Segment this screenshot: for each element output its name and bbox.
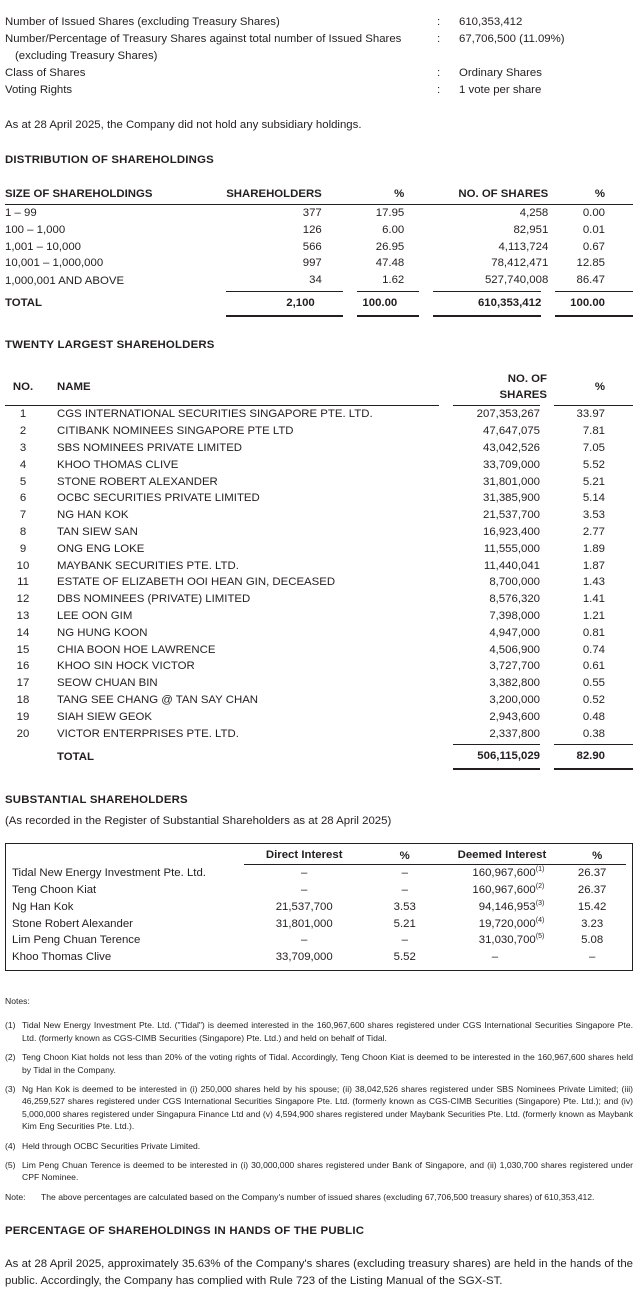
table-row (12, 932, 626, 949)
table-cell: SIAH SIEW GEOK (57, 710, 152, 723)
table-row (5, 490, 633, 507)
table-cell: NG HUNG KOON (57, 626, 148, 639)
table-cell: 15 (16, 643, 30, 656)
table-row (5, 474, 633, 491)
table-total-cell (548, 292, 633, 316)
table-cell: 8,700,000 (446, 574, 547, 591)
deemed-percent: 5.08 (581, 934, 604, 947)
table-row (5, 675, 633, 692)
table-total-row (5, 745, 633, 769)
deemed-percent: 26.37 (577, 867, 607, 880)
info-label-continued: (excluding Treasury Shares) (15, 50, 158, 62)
table-row (12, 916, 626, 933)
info-colon: : (437, 16, 441, 28)
table-cell: 7.81 (547, 423, 633, 440)
table-cell: 3 (19, 441, 27, 454)
table-cell: 43,042,526 (446, 440, 547, 457)
table-cell: 10 (16, 559, 30, 572)
table-cell: 1.41 (547, 591, 633, 608)
blank-header (12, 848, 244, 865)
table-cell: 377 (302, 207, 322, 220)
table-cell: 1.43 (547, 574, 633, 591)
table-cell: 3,382,800 (446, 675, 547, 692)
table-cell: ESTATE OF ELIZABETH OOI HEAN GIN, DECEASED (57, 576, 336, 589)
notes-section (5, 995, 633, 1203)
note-item (5, 1140, 633, 1152)
column-header: NO. OF SHARES (446, 371, 547, 406)
table-row (5, 625, 633, 642)
direct-interest: – (301, 883, 308, 896)
table-cell: 100 – 1,000 (5, 223, 66, 236)
table-row (5, 457, 633, 474)
substantial-subheading: (As recorded in the Register of Substantial Shareholders as at 28 April 2025) (5, 814, 392, 827)
table-cell: 9 (19, 542, 27, 555)
table-cell: 21,537,700 (446, 507, 547, 524)
table-row (5, 423, 633, 440)
direct-percent: 5.52 (393, 951, 416, 964)
direct-percent: – (401, 934, 408, 947)
column-header: SHAREHOLDERS (226, 186, 350, 205)
info-value: Ordinary Shares (459, 67, 542, 79)
deemed-percent: 26.37 (577, 883, 607, 896)
table-header-row (5, 371, 633, 406)
table-cell: 4,113,724 (498, 240, 549, 253)
table-row (5, 642, 633, 659)
note-text: Held through OCBC Securities Private Limited. (22, 1140, 201, 1151)
table-cell: MAYBANK SECURITIES PTE. LTD. (57, 559, 239, 572)
table-row (5, 558, 633, 575)
column-header: % (350, 186, 426, 205)
table-cell: 4,506,900 (446, 642, 547, 659)
table-cell: 11 (17, 576, 29, 589)
table-cell: STONE ROBERT ALEXANDER (57, 475, 218, 488)
table-cell: 5 (19, 475, 27, 488)
table-total-row (5, 292, 633, 316)
table-cell: CGS INTERNATIONAL SECURITIES SINGAPORE PTE. LTD. (57, 408, 373, 421)
table-header-row (5, 186, 633, 205)
table-cell: 0.74 (547, 642, 633, 659)
table-cell: 126 (302, 223, 322, 236)
shareholder-name: Ng Han Kok (12, 900, 74, 913)
table-cell: 1,001 – 10,000 (5, 240, 82, 253)
table-cell: 1,000,001 AND ABOVE (5, 274, 125, 287)
direct-percent: – (401, 883, 408, 896)
table-cell: 7.05 (547, 440, 633, 457)
column-header: Deemed Interest (446, 848, 559, 865)
table-cell: 1.87 (547, 558, 633, 575)
total-value: 610,353,412 (477, 297, 542, 310)
table-cell: 207,353,267 (446, 406, 547, 423)
table-row (5, 255, 633, 272)
column-header: NAME (41, 371, 446, 406)
table-cell: 0.48 (547, 709, 633, 726)
note-final (5, 1191, 633, 1203)
table-total-cell (426, 292, 548, 316)
shareholder-name: Khoo Thomas Clive (12, 951, 112, 964)
table-cell: 31,385,900 (446, 490, 547, 507)
substantial-table (12, 848, 626, 966)
deemed-value: 160,967,600 (472, 867, 536, 880)
table-cell: 5.52 (547, 457, 633, 474)
info-label: Number/Percentage of Treasury Shares against total number of Issued Shares (5, 33, 402, 45)
column-header: % (547, 371, 633, 406)
deemed-value: 19,720,000 (478, 917, 536, 930)
deemed-value: – (491, 951, 499, 964)
table-row (5, 272, 633, 291)
info-value: 67,706,500 (11.09%) (459, 33, 565, 45)
note-item (5, 1159, 633, 1184)
table-cell: 0.38 (547, 726, 633, 745)
deemed-interest (446, 932, 559, 949)
table-total-cell (226, 292, 350, 316)
note-text: Lim Peng Chuan Terence is deemed to be interested in (i) 30,000,000 shares registered under Bank of Singapore, and (ii) 1,030,700 shares registered under CPF Nominee. (22, 1160, 633, 1183)
info-label: Voting Rights (5, 84, 73, 96)
table-cell: 1.89 (547, 541, 633, 558)
table-row (5, 507, 633, 524)
table-cell: KHOO SIN HOCK VICTOR (57, 660, 195, 673)
table-cell: 13 (16, 609, 30, 622)
table-cell: 0.00 (582, 207, 605, 220)
info-value: 610,353,412 (459, 16, 523, 28)
info-label: Class of Shares (5, 67, 86, 79)
note-item (5, 1051, 633, 1076)
column-header: SIZE OF SHAREHOLDINGS (5, 186, 226, 205)
shareholder-name: Tidal New Energy Investment Pte. Ltd. (12, 866, 206, 879)
table-cell: 18 (16, 693, 30, 706)
note-number: (4) (5, 1140, 16, 1151)
deemed-interest (446, 949, 559, 966)
substantial-heading: SUBSTANTIAL SHAREHOLDERS (5, 794, 188, 807)
total-value: TOTAL (5, 297, 42, 310)
total-label: TOTAL (57, 750, 94, 763)
substantial-box (5, 843, 633, 971)
deemed-interest (446, 882, 559, 899)
table-cell: OCBC SECURITIES PRIVATE LIMITED (57, 492, 260, 505)
public-heading: PERCENTAGE OF SHAREHOLDINGS IN HANDS OF THE PUBLIC (5, 1225, 365, 1238)
table-cell: 12 (16, 593, 30, 606)
table-cell: SEOW CHUAN BIN (57, 677, 158, 690)
table-cell: DBS NOMINEES (PRIVATE) LIMITED (57, 593, 251, 606)
table-cell: 4,258 (519, 207, 549, 220)
table-cell: 1.62 (350, 272, 426, 291)
table-total-cell (5, 292, 226, 316)
info-row (5, 31, 633, 65)
info-colon: : (437, 33, 441, 45)
table-cell: 11,555,000 (446, 541, 547, 558)
direct-interest: – (301, 867, 308, 880)
table-row (5, 726, 633, 745)
direct-interest: 21,537,700 (275, 900, 333, 913)
table-cell: 16,923,400 (446, 524, 547, 541)
note-number: (1) (5, 1020, 16, 1031)
table-cell: 0.81 (547, 625, 633, 642)
table-cell: 19 (16, 710, 30, 723)
deemed-percent: – (588, 951, 596, 964)
table-cell: 0.01 (582, 223, 605, 236)
table-cell: 16 (16, 660, 30, 673)
table-cell: TAN SIEW SAN (57, 525, 138, 538)
deemed-percent: 3.23 (581, 917, 604, 930)
table-row (12, 865, 626, 882)
table-cell: 5.14 (547, 490, 633, 507)
shareholder-name: Teng Choon Kiat (12, 883, 97, 896)
table-cell: CITIBANK NOMINEES SINGAPORE PTE LTD (57, 425, 294, 438)
deemed-interest (446, 865, 559, 882)
table-cell: 8,576,320 (446, 591, 547, 608)
table-row (12, 949, 626, 966)
column-header: % (558, 848, 626, 865)
distribution-heading: DISTRIBUTION OF SHAREHOLDINGS (5, 153, 214, 166)
info-row (5, 65, 633, 82)
table-cell: 82,951 (513, 223, 549, 236)
table-row (12, 882, 626, 899)
info-value: 1 vote per share (459, 84, 542, 96)
subsidiary-note: As at 28 April 2025, the Company did not hold any subsidiary holdings. (5, 119, 362, 131)
table-cell: 47.48 (375, 257, 405, 270)
table-cell: 1.21 (547, 608, 633, 625)
table-cell: NG HAN KOK (57, 509, 129, 522)
info-label-wrap (5, 31, 437, 65)
table-cell: 997 (302, 257, 322, 270)
column-header: NO. (5, 371, 41, 406)
table-cell: 12.85 (576, 257, 605, 270)
column-header: % (548, 186, 633, 205)
table-cell: 566 (302, 240, 322, 253)
table-row (5, 591, 633, 608)
footnote-ref: (4) (535, 916, 545, 924)
share-info-block (5, 14, 633, 99)
table-row (12, 899, 626, 916)
table-cell: 47,647,075 (446, 423, 547, 440)
table-cell: 1 (19, 408, 27, 421)
table-cell: 20 (16, 727, 30, 740)
table-cell: 14 (16, 626, 30, 639)
table-cell: 31,801,000 (446, 474, 547, 491)
column-header: NO. OF SHARES (426, 186, 548, 205)
document-page (5, 14, 633, 1290)
deemed-value: 160,967,600 (472, 883, 536, 896)
table-cell: 4 (19, 458, 27, 471)
footnote-ref: (5) (535, 933, 545, 941)
table-cell: 10,001 – 1,000,000 (5, 257, 104, 270)
shareholder-name: Lim Peng Chuan Terence (12, 934, 141, 947)
table-cell: 8 (19, 525, 27, 538)
table-cell: 5.21 (547, 474, 633, 491)
direct-interest: – (301, 934, 308, 947)
column-header: Direct Interest (244, 848, 363, 865)
total-value: 82.90 (547, 745, 633, 769)
table-row (5, 658, 633, 675)
table-header-row (12, 848, 626, 865)
table-cell: 34 (226, 272, 350, 291)
info-colon: : (437, 84, 441, 96)
table-cell: CHIA BOON HOE LAWRENCE (57, 643, 216, 656)
note-text: Ng Han Kok is deemed to be interested in (i) 250,000 shares held by his spouse; (ii) 38,042,526 shares registered under SBS Nominees Private Limited; (iii) 46,259,527 shares registered under CGS International Securities Singapore Pte. Ltd. (formerly known as CGS-CIMB Securities (Singapore) Pte. Ltd.); and (iv) 5,000,000 shares registered under Singapura Finance Ltd and (v) 4,594,900 shares registered under Maybank Securities Pte. Ltd. (formerly known as Maybank Kim Eng Securities Pte. Ltd.). (22, 1083, 633, 1132)
table-cell: 7,398,000 (446, 608, 547, 625)
table-row (5, 541, 633, 558)
table-cell: 1 – 99 (5, 207, 37, 220)
table-cell: 78,412,471 (491, 257, 549, 270)
table-row (5, 406, 633, 423)
deemed-interest (446, 899, 559, 916)
table-cell: 6 (19, 492, 27, 505)
direct-percent: – (401, 867, 408, 880)
total-value: 2,100 (286, 297, 315, 310)
table-cell: LEE OON GIM (57, 609, 133, 622)
table-cell (5, 745, 41, 769)
deemed-percent: 15.42 (577, 900, 607, 913)
info-row (5, 82, 633, 99)
table-cell: 86.47 (548, 272, 633, 291)
note-number: (2) (5, 1052, 16, 1063)
note-item (5, 1019, 633, 1044)
table-cell: 3,200,000 (446, 692, 547, 709)
table-row (5, 239, 633, 256)
table-cell: 0.55 (547, 675, 633, 692)
footnote-ref: (2) (535, 883, 545, 891)
table-row (5, 440, 633, 457)
note-text: The above percentages are calculated based on the Company's number of issued shares (excluding 67,706,500 treasury shares) of 610,353,412. (41, 1191, 595, 1202)
table-cell: 0.67 (582, 240, 605, 253)
column-header: % (364, 848, 446, 865)
table-cell: 2,943,600 (446, 709, 547, 726)
table-row (5, 692, 633, 709)
deemed-value: 31,030,700 (478, 934, 536, 947)
table-cell: 6.00 (382, 223, 405, 236)
table-cell: SBS NOMINEES PRIVATE LIMITED (57, 441, 243, 454)
table-cell: 3,727,700 (446, 658, 547, 675)
note-item (5, 1083, 633, 1133)
largest-heading: TWENTY LARGEST SHAREHOLDERS (5, 338, 215, 351)
table-cell: TANG SEE CHANG @ TAN SAY CHAN (57, 693, 259, 706)
table-cell: 2 (19, 425, 27, 438)
table-cell: 17.95 (375, 207, 405, 220)
total-value: 100.00 (362, 297, 398, 310)
table-cell: KHOO THOMAS CLIVE (57, 458, 179, 471)
deemed-interest (446, 916, 559, 933)
direct-interest: 31,801,000 (275, 917, 333, 930)
direct-interest: 33,709,000 (275, 951, 333, 964)
note-number: (5) (5, 1160, 16, 1171)
footnote-ref: (1) (535, 866, 545, 874)
note-text: Teng Choon Kiat holds not less than 20% of the voting rights of Tidal. Accordingly, Teng Choon Kiat is deemed to be interested in the 160,967,600 shares held by Tidal in the Company. (22, 1052, 633, 1075)
shareholder-name: Stone Robert Alexander (12, 917, 133, 930)
notes-title: Notes: (5, 995, 30, 1006)
table-row (5, 709, 633, 726)
direct-percent: 5.21 (393, 917, 416, 930)
deemed-value: 94,146,953 (478, 900, 536, 913)
table-cell: 4,947,000 (446, 625, 547, 642)
table-row (5, 205, 633, 222)
table-cell: ONG ENG LOKE (57, 542, 145, 555)
table-cell: 17 (16, 677, 30, 690)
public-text: As at 28 April 2025, approximately 35.63% of the Company's shares (excluding treasury shares) are held in the hands of the public. Accordingly, the Company has complied with Rule 723 of the Listing Manual of the SGX-ST. (5, 1257, 633, 1287)
table-cell: 26.95 (375, 240, 405, 253)
table-cell: 33.97 (547, 406, 633, 423)
note-label: Note: (5, 1191, 26, 1202)
table-cell: 7 (19, 509, 27, 522)
table-row (5, 608, 633, 625)
footnote-ref: (3) (535, 899, 545, 907)
note-text: Tidal New Energy Investment Pte. Ltd. ("Tidal") is deemed interested in the 160,967,600 shares registered under CGS International Securities Singapore Pte. Ltd. (formerly known as CGS-CIMB Securities (Singapore) Pte. Ltd.) and held on behalf of Tidal. (22, 1020, 633, 1043)
table-cell: 2.77 (547, 524, 633, 541)
note-number: (3) (5, 1083, 16, 1094)
table-cell: 527,740,008 (426, 272, 548, 291)
largest-shareholders-table (5, 371, 633, 770)
total-value: 506,115,029 (446, 745, 547, 769)
table-cell: 0.61 (547, 658, 633, 675)
direct-percent: 3.53 (393, 900, 416, 913)
table-cell: 33,709,000 (446, 457, 547, 474)
table-row (5, 574, 633, 591)
table-total-cell (350, 292, 426, 316)
info-colon: : (437, 67, 441, 79)
table-cell: 0.52 (547, 692, 633, 709)
table-row (5, 524, 633, 541)
table-row (5, 222, 633, 239)
table-cell: VICTOR ENTERPRISES PTE. LTD. (57, 727, 239, 740)
info-row (5, 14, 633, 31)
distribution-table (5, 186, 633, 317)
table-cell: 11,440,041 (446, 558, 547, 575)
table-cell: 2,337,800 (446, 726, 547, 745)
total-value: 100.00 (570, 297, 605, 310)
info-label: Number of Issued Shares (excluding Treasury Shares) (5, 16, 280, 28)
table-cell: 3.53 (547, 507, 633, 524)
